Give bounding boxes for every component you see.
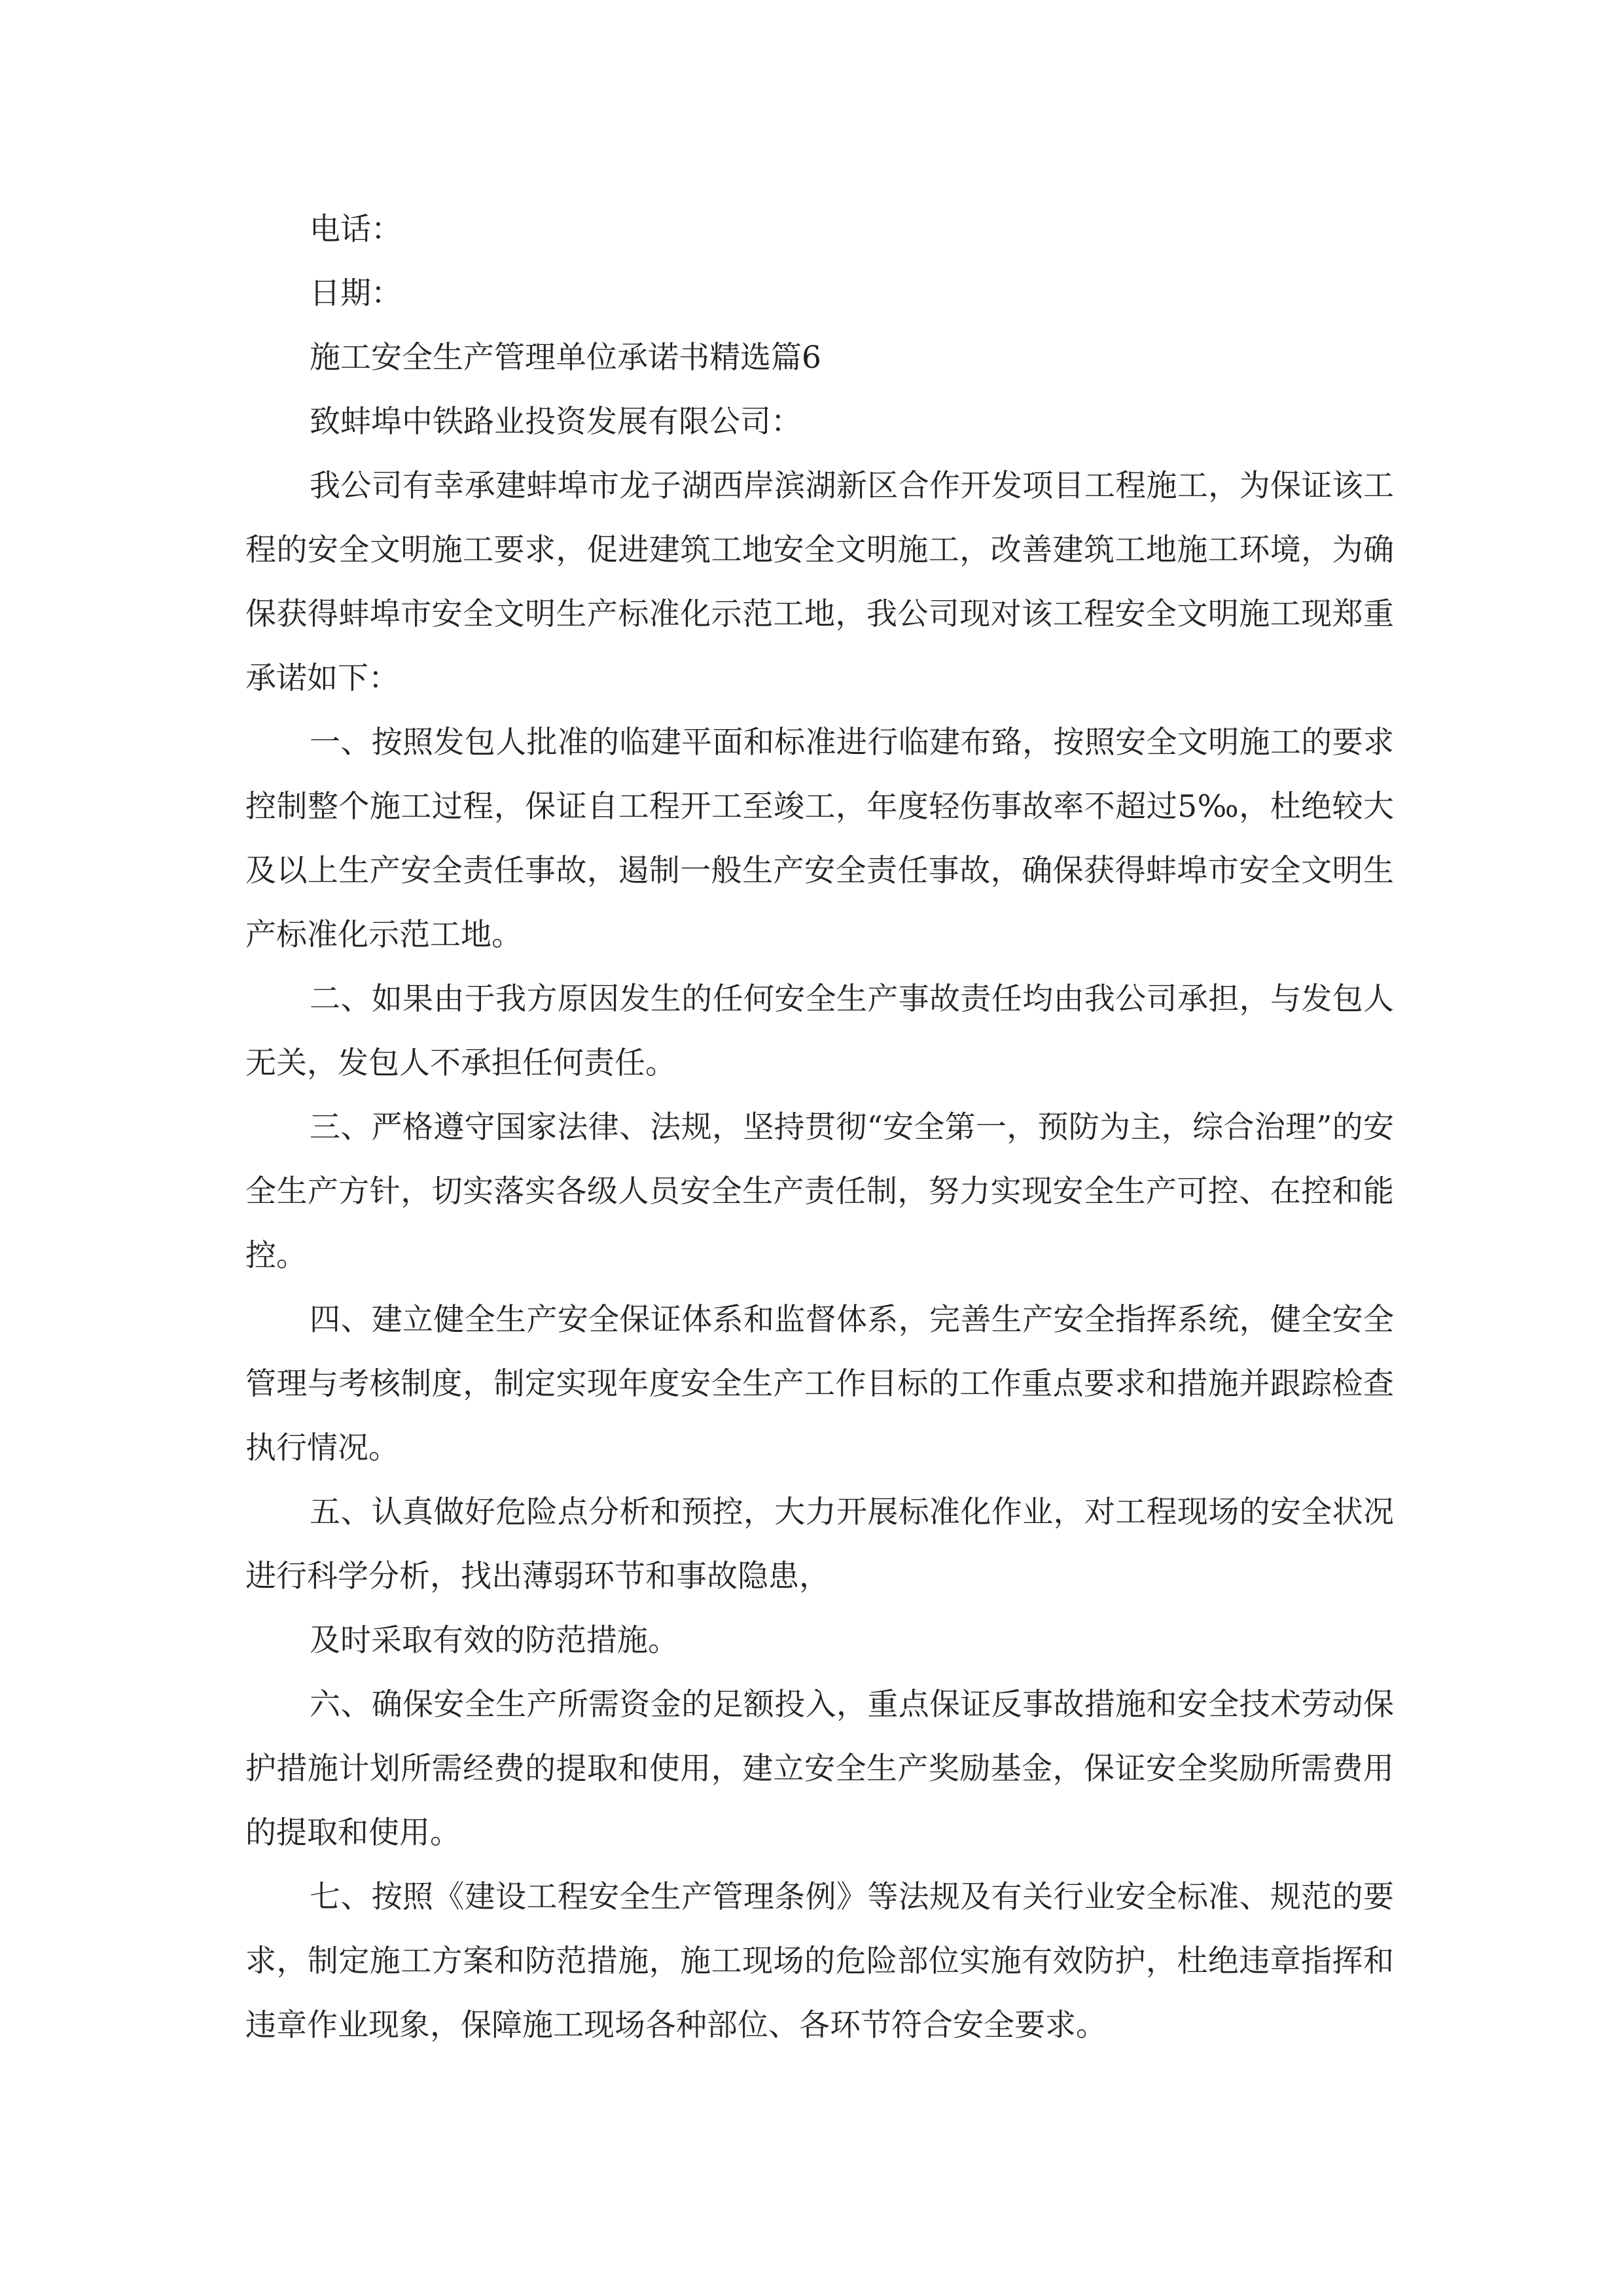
clause-5-continued: 及时采取有效的防范措施。 [310, 1623, 679, 1659]
clause-3: 三、严格遵守国家法律、法规，坚持贯彻“安全第一，预防为主，综合治理”的安全生产方针，切实落实各级人员安全生产责任制，努力实现安全生产可控、在控和能控。 [245, 1109, 1394, 1274]
section-title: 施工安全生产管理单位承诺书精选篇6 [310, 340, 821, 376]
intro-paragraph: 我公司有幸承建蚌埠市龙子湖西岸滨湖新区合作开发项目工程施工，为保证该工程的安全文明施工要求，促进建筑工地安全文明施工，改善建筑工地施工环境，为确保获得蚌埠市安全文明生产标准化示范工地，我公司现对该工程安全文明施工现郑重承诺如下： [245, 468, 1394, 696]
addressee: 致蚌埠中铁路业投资发展有限公司： [310, 404, 802, 440]
clause-2: 二、如果由于我方原因发生的任何安全生产事故责任均由我公司承担，与发包人无关，发包人不承担任何责任。 [245, 981, 1394, 1081]
clause-4: 四、建立健全生产安全保证体系和监督体系，完善生产安全指挥系统，健全安全管理与考核制度，制定实现年度安全生产工作目标的工作重点要求和措施并跟踪检查执行情况。 [245, 1302, 1394, 1466]
phone-line: 电话： [310, 211, 402, 247]
clause-6: 六、确保安全生产所需资金的足额投入，重点保证反事故措施和安全技术劳动保护措施计划所需经费的提取和使用，建立安全生产奖励基金，保证安全奖励所需费用的提取和使用。 [245, 1687, 1394, 1851]
document-body [245, 198, 1394, 2058]
clause-7: 七、按照《建设工程安全生产管理条例》等法规及有关行业安全标准、规范的要求，制定施工方案和防范措施，施工现场的危险部位实施有效防护，杜绝违章指挥和违章作业现象，保障施工现场各种部位、各环节符合安全要求。 [245, 1879, 1394, 2043]
date-line: 日期： [310, 276, 402, 312]
clause-5: 五、认真做好危险点分析和预控，大力开展标准化作业，对工程现场的安全状况进行科学分析，找出薄弱环节和事故隐患， [245, 1494, 1394, 1594]
clause-1: 一、按照发包人批准的临建平面和标准进行临建布臵，按照安全文明施工的要求控制整个施工过程，保证自工程开工至竣工，年度轻伤事故率不超过5‰，杜绝较大及以上生产安全责任事故，遏制一般生产安全责任事故，确保获得蚌埠市安全文明生产标准化示范工地。 [245, 725, 1394, 953]
